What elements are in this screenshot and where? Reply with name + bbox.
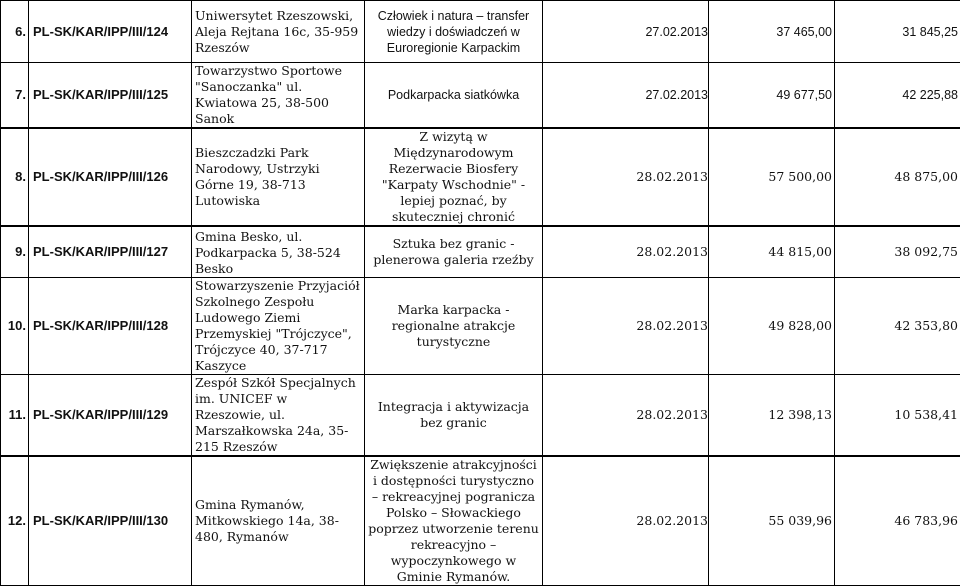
beneficiary-cell: Towarzystwo Sportowe "Sanoczanka" ul. Kwiatowa 25, 38-500 Sanok	[192, 63, 365, 129]
date-cell: 28.02.2013	[543, 456, 709, 586]
table-row	[1, 278, 960, 375]
date-cell: 28.02.2013	[543, 128, 709, 226]
beneficiary-cell: Gmina Rymanów, Mitkowskiego 14a, 38-480, Rymanów	[192, 456, 365, 586]
amount-cofinancing-cell: 38 092,75	[835, 226, 960, 278]
project-code: PL-SK/KAR/IPP/III/130	[29, 456, 192, 586]
amount-total-cell: 49 677,50	[709, 63, 835, 129]
date-cell: 28.02.2013	[543, 226, 709, 278]
amount-total-cell: 44 815,00	[709, 226, 835, 278]
project-code: PL-SK/KAR/IPP/III/126	[29, 128, 192, 226]
amount-total-cell: 55 039,96	[709, 456, 835, 586]
table-row	[1, 226, 960, 278]
amount-cofinancing-cell: 10 538,41	[835, 375, 960, 457]
project-title-cell: Podkarpacka siatkówka	[365, 63, 543, 129]
project-code: PL-SK/KAR/IPP/III/129	[29, 375, 192, 457]
date-cell: 27.02.2013	[543, 63, 709, 129]
project-title-cell: Marka karpacka - regionalne atrakcje turystyczne	[365, 278, 543, 375]
date-cell: 28.02.2013	[543, 375, 709, 457]
row-number: 9.	[1, 226, 29, 278]
beneficiary-cell: Uniwersytet Rzeszowski, Aleja Rejtana 16c, 35-959 Rzeszów	[192, 1, 365, 63]
table-row	[1, 456, 960, 586]
amount-cofinancing-cell: 42 353,80	[835, 278, 960, 375]
project-title-cell: Integracja i aktywizacja bez granic	[365, 375, 543, 457]
beneficiary-cell: Bieszczadzki Park Narodowy, Ustrzyki Górne 19, 38-713 Lutowiska	[192, 128, 365, 226]
project-title-cell: Człowiek i natura – transfer wiedzy i doświadczeń w Euroregionie Karpackim	[365, 1, 543, 63]
project-code: PL-SK/KAR/IPP/III/128	[29, 278, 192, 375]
row-number: 7.	[1, 63, 29, 129]
row-number: 10.	[1, 278, 29, 375]
amount-cofinancing-cell: 42 225,88	[835, 63, 960, 129]
amount-total-cell: 57 500,00	[709, 128, 835, 226]
project-code: PL-SK/KAR/IPP/III/127	[29, 226, 192, 278]
date-cell: 28.02.2013	[543, 278, 709, 375]
amount-cofinancing-cell: 46 783,96	[835, 456, 960, 586]
amount-total-cell: 37 465,00	[709, 1, 835, 63]
amount-cofinancing-cell: 31 845,25	[835, 1, 960, 63]
table-row	[1, 1, 960, 63]
row-number: 6.	[1, 1, 29, 63]
beneficiary-cell: Gmina Besko, ul. Podkarpacka 5, 38-524 Besko	[192, 226, 365, 278]
table-row	[1, 63, 960, 129]
row-number: 11.	[1, 375, 29, 457]
project-title-cell: Zwiększenie atrakcyjności i dostępności turystyczno – rekreacyjnej pogranicza Polsko – Słowackiego poprzez utworzenie terenu rekreacyjno – wypoczynkowego w Gminie Rymanów.	[365, 456, 543, 586]
table-row	[1, 128, 960, 226]
row-number: 12.	[1, 456, 29, 586]
date-cell: 27.02.2013	[543, 1, 709, 63]
beneficiary-cell: Stowarzyszenie Przyjaciół Szkolnego Zespołu Ludowego Ziemi Przemyskiej "Trójczyce", Trójczyce 40, 37-717 Kaszyce	[192, 278, 365, 375]
beneficiary-cell: Zespół Szkół Specjalnych im. UNICEF w Rzeszowie, ul. Marszałkowska 24a, 35-215 Rzeszów	[192, 375, 365, 457]
row-number: 8.	[1, 128, 29, 226]
amount-total-cell: 12 398,13	[709, 375, 835, 457]
table-row	[1, 375, 960, 457]
amount-total-cell: 49 828,00	[709, 278, 835, 375]
project-code: PL-SK/KAR/IPP/III/124	[29, 1, 192, 63]
project-title-cell: Z wizytą w Międzynarodowym Rezerwacie Biosfery "Karpaty Wschodnie" - lepiej poznać, by skuteczniej chronić	[365, 128, 543, 226]
amount-cofinancing-cell: 48 875,00	[835, 128, 960, 226]
project-title-cell: Sztuka bez granic - plenerowa galeria rzeźby	[365, 226, 543, 278]
project-code: PL-SK/KAR/IPP/III/125	[29, 63, 192, 129]
